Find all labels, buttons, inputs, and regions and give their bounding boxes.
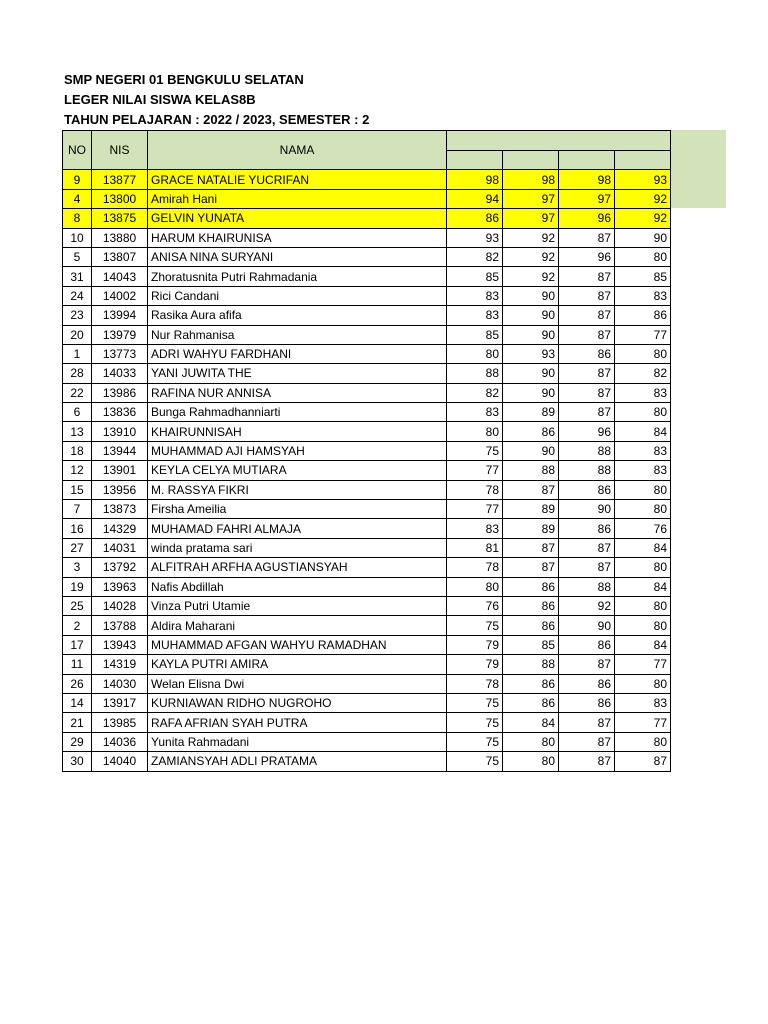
- cell-nis: 13788: [92, 616, 148, 635]
- cell-no: 8: [63, 209, 92, 228]
- cell-nis: 13792: [92, 558, 148, 577]
- cell-score-3: 86: [559, 519, 615, 538]
- cell-score-3: 87: [559, 752, 615, 771]
- cell-no: 7: [63, 500, 92, 519]
- cell-nama: Nur Rahmanisa: [148, 325, 447, 344]
- cell-score-2: 86: [503, 577, 559, 596]
- cell-score-1: 79: [447, 635, 503, 654]
- cell-score-2: 98: [503, 170, 559, 189]
- cell-no: 29: [63, 732, 92, 751]
- table-row: [63, 306, 671, 325]
- cell-nis: 13910: [92, 422, 148, 441]
- cell-score-3: 96: [559, 247, 615, 266]
- cell-score-2: 97: [503, 209, 559, 228]
- column-header-nama: NAMA: [148, 131, 447, 170]
- cell-no: 11: [63, 655, 92, 674]
- cell-nama: Aldira Maharani: [148, 616, 447, 635]
- subject-header-3: [559, 151, 615, 170]
- cell-nis: 13986: [92, 383, 148, 402]
- subject-group-header: [447, 131, 671, 151]
- cell-score-2: 87: [503, 538, 559, 557]
- cell-score-2: 88: [503, 461, 559, 480]
- cell-score-2: 86: [503, 674, 559, 693]
- cell-nama: RAFA AFRIAN SYAH PUTRA: [148, 713, 447, 732]
- cell-no: 4: [63, 189, 92, 208]
- cell-nis: 14033: [92, 364, 148, 383]
- cell-score-2: 86: [503, 616, 559, 635]
- cell-nis: 13944: [92, 441, 148, 460]
- cell-no: 23: [63, 306, 92, 325]
- cell-nama: Amirah Hani: [148, 189, 447, 208]
- cell-nama: KHAIRUNNISAH: [148, 422, 447, 441]
- column-header-no: NO: [63, 131, 92, 170]
- cell-score-3: 87: [559, 383, 615, 402]
- cell-score-1: 75: [447, 616, 503, 635]
- cell-nama: Yunita Rahmadani: [148, 732, 447, 751]
- table-row: [63, 422, 671, 441]
- table-row: [63, 383, 671, 402]
- cell-score-2: 86: [503, 596, 559, 615]
- cell-score-3: 88: [559, 441, 615, 460]
- cell-score-3: 87: [559, 286, 615, 305]
- table-row: [63, 441, 671, 460]
- cell-score-3: 88: [559, 577, 615, 596]
- cell-score-3: 87: [559, 713, 615, 732]
- cell-nama: M. RASSYA FIKRI: [148, 480, 447, 499]
- cell-nama: ANISA NINA SURYANI: [148, 247, 447, 266]
- subject-header-2: [503, 151, 559, 170]
- cell-nis: 13963: [92, 577, 148, 596]
- cell-score-2: 90: [503, 383, 559, 402]
- cell-score-1: 94: [447, 189, 503, 208]
- cell-nis: 14030: [92, 674, 148, 693]
- cell-score-4: 90: [615, 228, 671, 247]
- cell-score-3: 86: [559, 480, 615, 499]
- cell-score-4: 83: [615, 441, 671, 460]
- cell-nis: 13875: [92, 209, 148, 228]
- cell-no: 2: [63, 616, 92, 635]
- cell-score-2: 92: [503, 267, 559, 286]
- cell-score-1: 93: [447, 228, 503, 247]
- cell-score-2: 92: [503, 228, 559, 247]
- cell-score-1: 83: [447, 519, 503, 538]
- table-row: [63, 616, 671, 635]
- cell-score-1: 85: [447, 325, 503, 344]
- table-row: [63, 596, 671, 615]
- cell-score-2: 87: [503, 480, 559, 499]
- table-row: [63, 635, 671, 654]
- cell-score-3: 98: [559, 170, 615, 189]
- cell-score-4: 87: [615, 752, 671, 771]
- cell-score-1: 83: [447, 306, 503, 325]
- cell-score-4: 92: [615, 209, 671, 228]
- sheet-header: [64, 70, 369, 130]
- cell-score-4: 80: [615, 616, 671, 635]
- cell-score-4: 86: [615, 306, 671, 325]
- cell-score-4: 92: [615, 189, 671, 208]
- cell-score-1: 98: [447, 170, 503, 189]
- cell-no: 9: [63, 170, 92, 189]
- cell-no: 19: [63, 577, 92, 596]
- cell-score-3: 88: [559, 461, 615, 480]
- cell-score-4: 83: [615, 693, 671, 712]
- table-row: [63, 519, 671, 538]
- cell-nama: MUHAMMAD AJI HAMSYAH: [148, 441, 447, 460]
- cell-no: 14: [63, 693, 92, 712]
- cell-no: 15: [63, 480, 92, 499]
- cell-nama: Rasika Aura afifa: [148, 306, 447, 325]
- cell-score-4: 80: [615, 344, 671, 363]
- cell-nis: 13901: [92, 461, 148, 480]
- cell-score-4: 77: [615, 713, 671, 732]
- cell-nama: Rici Candani: [148, 286, 447, 305]
- cell-score-3: 87: [559, 655, 615, 674]
- cell-score-2: 86: [503, 422, 559, 441]
- cell-score-1: 83: [447, 403, 503, 422]
- table-row: [63, 325, 671, 344]
- table-row: [63, 674, 671, 693]
- cell-score-2: 87: [503, 558, 559, 577]
- cell-score-2: 90: [503, 306, 559, 325]
- cell-nis: 14043: [92, 267, 148, 286]
- cell-score-3: 97: [559, 189, 615, 208]
- cell-score-4: 80: [615, 732, 671, 751]
- cell-nama: ZAMIANSYAH ADLI PRATAMA: [148, 752, 447, 771]
- cell-score-4: 84: [615, 577, 671, 596]
- cell-score-4: 84: [615, 422, 671, 441]
- cell-score-2: 92: [503, 247, 559, 266]
- cell-score-4: 80: [615, 500, 671, 519]
- cell-nis: 13956: [92, 480, 148, 499]
- academic-year: TAHUN PELAJARAN : 2022 / 2023, SEMESTER : 2: [64, 112, 370, 127]
- cell-score-2: 93: [503, 344, 559, 363]
- cell-score-1: 75: [447, 752, 503, 771]
- cell-score-4: 83: [615, 461, 671, 480]
- cell-score-3: 86: [559, 635, 615, 654]
- cell-nama: GELVIN YUNATA: [148, 209, 447, 228]
- cell-score-2: 90: [503, 441, 559, 460]
- cell-score-4: 80: [615, 403, 671, 422]
- cell-score-1: 75: [447, 693, 503, 712]
- cell-no: 5: [63, 247, 92, 266]
- cell-score-4: 80: [615, 247, 671, 266]
- cell-nis: 14002: [92, 286, 148, 305]
- table-row: [63, 189, 671, 208]
- cell-score-4: 77: [615, 655, 671, 674]
- cell-score-4: 80: [615, 558, 671, 577]
- cell-nis: 14031: [92, 538, 148, 557]
- table-row: [63, 500, 671, 519]
- cell-no: 18: [63, 441, 92, 460]
- subject-header-1: [447, 151, 503, 170]
- cell-score-4: 76: [615, 519, 671, 538]
- cell-score-4: 83: [615, 383, 671, 402]
- cell-score-3: 87: [559, 558, 615, 577]
- cell-score-1: 78: [447, 558, 503, 577]
- cell-no: 16: [63, 519, 92, 538]
- cell-nis: 13917: [92, 693, 148, 712]
- cell-nama: MUHAMMAD AFGAN WAHYU RAMADHAN: [148, 635, 447, 654]
- cell-score-1: 75: [447, 441, 503, 460]
- table-row: [63, 713, 671, 732]
- cell-no: 22: [63, 383, 92, 402]
- cell-nis: 13800: [92, 189, 148, 208]
- cell-nis: 13807: [92, 247, 148, 266]
- header-fill-extension: [670, 130, 726, 208]
- table-row: [63, 364, 671, 383]
- cell-no: 27: [63, 538, 92, 557]
- cell-nama: Firsha Ameilia: [148, 500, 447, 519]
- cell-score-1: 75: [447, 732, 503, 751]
- cell-score-4: 80: [615, 674, 671, 693]
- cell-score-3: 96: [559, 422, 615, 441]
- cell-no: 25: [63, 596, 92, 615]
- cell-score-4: 84: [615, 635, 671, 654]
- cell-score-2: 89: [503, 500, 559, 519]
- table-row: [63, 693, 671, 712]
- cell-nama: Welan Elisna Dwi: [148, 674, 447, 693]
- cell-score-1: 79: [447, 655, 503, 674]
- cell-score-3: 90: [559, 500, 615, 519]
- cell-nama: GRACE NATALIE YUCRIFAN: [148, 170, 447, 189]
- cell-no: 1: [63, 344, 92, 363]
- table-row: [63, 344, 671, 363]
- cell-score-3: 87: [559, 306, 615, 325]
- cell-no: 28: [63, 364, 92, 383]
- table-row: [63, 267, 671, 286]
- cell-score-3: 87: [559, 403, 615, 422]
- report-title: LEGER NILAI SISWA KELAS8B: [64, 92, 256, 107]
- cell-score-1: 81: [447, 538, 503, 557]
- table-row: [63, 247, 671, 266]
- cell-score-2: 89: [503, 519, 559, 538]
- cell-score-3: 87: [559, 364, 615, 383]
- cell-score-3: 87: [559, 732, 615, 751]
- cell-no: 3: [63, 558, 92, 577]
- cell-score-1: 82: [447, 383, 503, 402]
- cell-no: 6: [63, 403, 92, 422]
- cell-score-3: 87: [559, 325, 615, 344]
- cell-score-4: 77: [615, 325, 671, 344]
- cell-nama: Bunga Rahmadhanniarti: [148, 403, 447, 422]
- cell-nama: ALFITRAH ARFHA AGUSTIANSYAH: [148, 558, 447, 577]
- cell-score-1: 78: [447, 480, 503, 499]
- school-name: SMP NEGERI 01 BENGKULU SELATAN: [64, 72, 304, 87]
- cell-score-3: 96: [559, 209, 615, 228]
- cell-score-1: 80: [447, 577, 503, 596]
- cell-score-4: 80: [615, 480, 671, 499]
- table-row: [63, 558, 671, 577]
- table-row: [63, 403, 671, 422]
- cell-score-2: 84: [503, 713, 559, 732]
- cell-nis: 13880: [92, 228, 148, 247]
- cell-nis: 13877: [92, 170, 148, 189]
- cell-nis: 14319: [92, 655, 148, 674]
- grades-table: [62, 130, 671, 772]
- cell-score-3: 87: [559, 538, 615, 557]
- cell-no: 17: [63, 635, 92, 654]
- cell-no: 24: [63, 286, 92, 305]
- subject-header-4: [615, 151, 671, 170]
- cell-score-1: 88: [447, 364, 503, 383]
- cell-score-1: 86: [447, 209, 503, 228]
- table-row: [63, 732, 671, 751]
- cell-score-1: 78: [447, 674, 503, 693]
- cell-score-1: 80: [447, 422, 503, 441]
- cell-no: 30: [63, 752, 92, 771]
- cell-nama: RAFINA NUR ANNISA: [148, 383, 447, 402]
- cell-score-4: 93: [615, 170, 671, 189]
- table-row: [63, 655, 671, 674]
- cell-score-2: 90: [503, 286, 559, 305]
- cell-nis: 14329: [92, 519, 148, 538]
- cell-no: 20: [63, 325, 92, 344]
- cell-nama: MUHAMAD FAHRI ALMAJA: [148, 519, 447, 538]
- cell-score-4: 82: [615, 364, 671, 383]
- cell-no: 26: [63, 674, 92, 693]
- cell-nama: Nafis Abdillah: [148, 577, 447, 596]
- cell-nama: ADRI WAHYU FARDHANI: [148, 344, 447, 363]
- cell-score-1: 77: [447, 461, 503, 480]
- cell-score-2: 90: [503, 364, 559, 383]
- table-body: [63, 170, 671, 771]
- cell-nama: KAYLA PUTRI AMIRA: [148, 655, 447, 674]
- cell-score-1: 76: [447, 596, 503, 615]
- table-row: [63, 228, 671, 247]
- cell-score-2: 89: [503, 403, 559, 422]
- table-row: [63, 577, 671, 596]
- cell-nama: Vinza Putri Utamie: [148, 596, 447, 615]
- cell-no: 13: [63, 422, 92, 441]
- cell-score-3: 86: [559, 693, 615, 712]
- table-row: [63, 170, 671, 189]
- cell-nis: 13943: [92, 635, 148, 654]
- cell-score-4: 80: [615, 596, 671, 615]
- cell-score-1: 77: [447, 500, 503, 519]
- cell-nama: winda pratama sari: [148, 538, 447, 557]
- cell-score-2: 97: [503, 189, 559, 208]
- cell-score-2: 80: [503, 752, 559, 771]
- cell-score-2: 85: [503, 635, 559, 654]
- table-row: [63, 480, 671, 499]
- table-row: [63, 752, 671, 771]
- cell-score-1: 85: [447, 267, 503, 286]
- cell-nis: 13985: [92, 713, 148, 732]
- cell-score-1: 82: [447, 247, 503, 266]
- cell-no: 10: [63, 228, 92, 247]
- cell-nis: 14028: [92, 596, 148, 615]
- cell-score-2: 88: [503, 655, 559, 674]
- cell-nama: KURNIAWAN RIDHO NUGROHO: [148, 693, 447, 712]
- cell-score-1: 83: [447, 286, 503, 305]
- cell-no: 12: [63, 461, 92, 480]
- cell-nis: 14036: [92, 732, 148, 751]
- cell-score-3: 86: [559, 344, 615, 363]
- cell-no: 21: [63, 713, 92, 732]
- cell-score-1: 75: [447, 713, 503, 732]
- cell-nis: 13994: [92, 306, 148, 325]
- cell-nama: HARUM KHAIRUNISA: [148, 228, 447, 247]
- cell-nis: 13979: [92, 325, 148, 344]
- cell-nama: Zhoratusnita Putri Rahmadania: [148, 267, 447, 286]
- cell-score-4: 83: [615, 286, 671, 305]
- table-row: [63, 286, 671, 305]
- cell-nama: YANI JUWITA THE: [148, 364, 447, 383]
- cell-score-2: 80: [503, 732, 559, 751]
- cell-score-3: 87: [559, 228, 615, 247]
- cell-nis: 13873: [92, 500, 148, 519]
- cell-score-3: 90: [559, 616, 615, 635]
- table-row: [63, 461, 671, 480]
- column-header-nis: NIS: [92, 131, 148, 170]
- cell-nama: KEYLA CELYA MUTIARA: [148, 461, 447, 480]
- table-row: [63, 538, 671, 557]
- cell-score-1: 80: [447, 344, 503, 363]
- cell-nis: 14040: [92, 752, 148, 771]
- cell-score-4: 84: [615, 538, 671, 557]
- cell-score-2: 86: [503, 693, 559, 712]
- cell-nis: 13773: [92, 344, 148, 363]
- cell-nis: 13836: [92, 403, 148, 422]
- table-row: [63, 209, 671, 228]
- cell-no: 31: [63, 267, 92, 286]
- cell-score-3: 92: [559, 596, 615, 615]
- cell-score-4: 85: [615, 267, 671, 286]
- cell-score-3: 86: [559, 674, 615, 693]
- cell-score-2: 90: [503, 325, 559, 344]
- cell-score-3: 87: [559, 267, 615, 286]
